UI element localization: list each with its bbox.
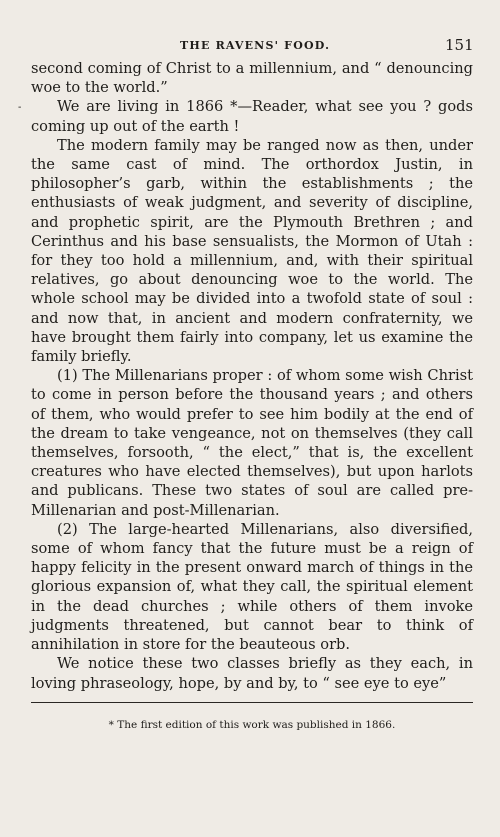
margin-mark: - [18, 102, 22, 113]
paragraph-continuation: second coming of Christ to a millennium, and “ denouncing woe to the world.” [31, 60, 473, 97]
paragraph-living-in-1866: We are living in 1866 *—Reader, what see you ? gods coming up out of the earth ! [31, 98, 473, 135]
paragraph-millenarians-proper: (1) The Millenarians proper : of whom some wish Christ to come in person before the thousand years ; and others of them, who would prefer to see him bodily at the end of the dream to take vengeance, not on themselves (they call themselves, forsooth, “ the elect,” that is, the excellent creatures who have elected themselves), but upon harlots and publicans. These two states of soul are called pre-Millenarian and post-Millenarian. [31, 367, 473, 519]
footnote-divider [31, 702, 473, 703]
paragraph-modern-family: The modern family may be ranged now as then, under the same cast of mind. The orthordox Justin, in philosopher’s garb, within the establishments ; the enthusiasts of weak judgment, and severity of discipline, and prophetic spirit, are the Plymouth Brethren ; and Cerinthus and his base sensualists, the Mormon of Utah : for they too hold a millennium, and, with their spiritual relatives, go about denouncing woe to the world. The whole school may be divided into a twofold state of soul : and now that, in ancient and modern confraternity, we have brought them fairly into company, let us examine the family briefly. [31, 136, 473, 366]
footnote: * The first edition of this work was published in 1866. [108, 719, 396, 731]
page-header [0, 36, 500, 56]
body-text [31, 59, 473, 693]
page-number: 151 [445, 36, 474, 54]
running-head: THE RAVENS' FOOD. [180, 39, 331, 52]
paragraph-large-hearted-millenarians: (2) The large-hearted Millenarians, also diversified, some of whom fancy that the future must be a reign of happy felicity in the present onward march of things in the glorious expansion of, what they call, the spiritual element in the dead churches ; while others of them invoke judgments threatened, but cannot bear to think of annihilation in store for the beauteous orb. [31, 520, 473, 654]
paragraph-two-classes: We notice these two classes briefly as they each, in loving phraseology, hope, by and by, to “ see eye to eye” [31, 655, 473, 692]
